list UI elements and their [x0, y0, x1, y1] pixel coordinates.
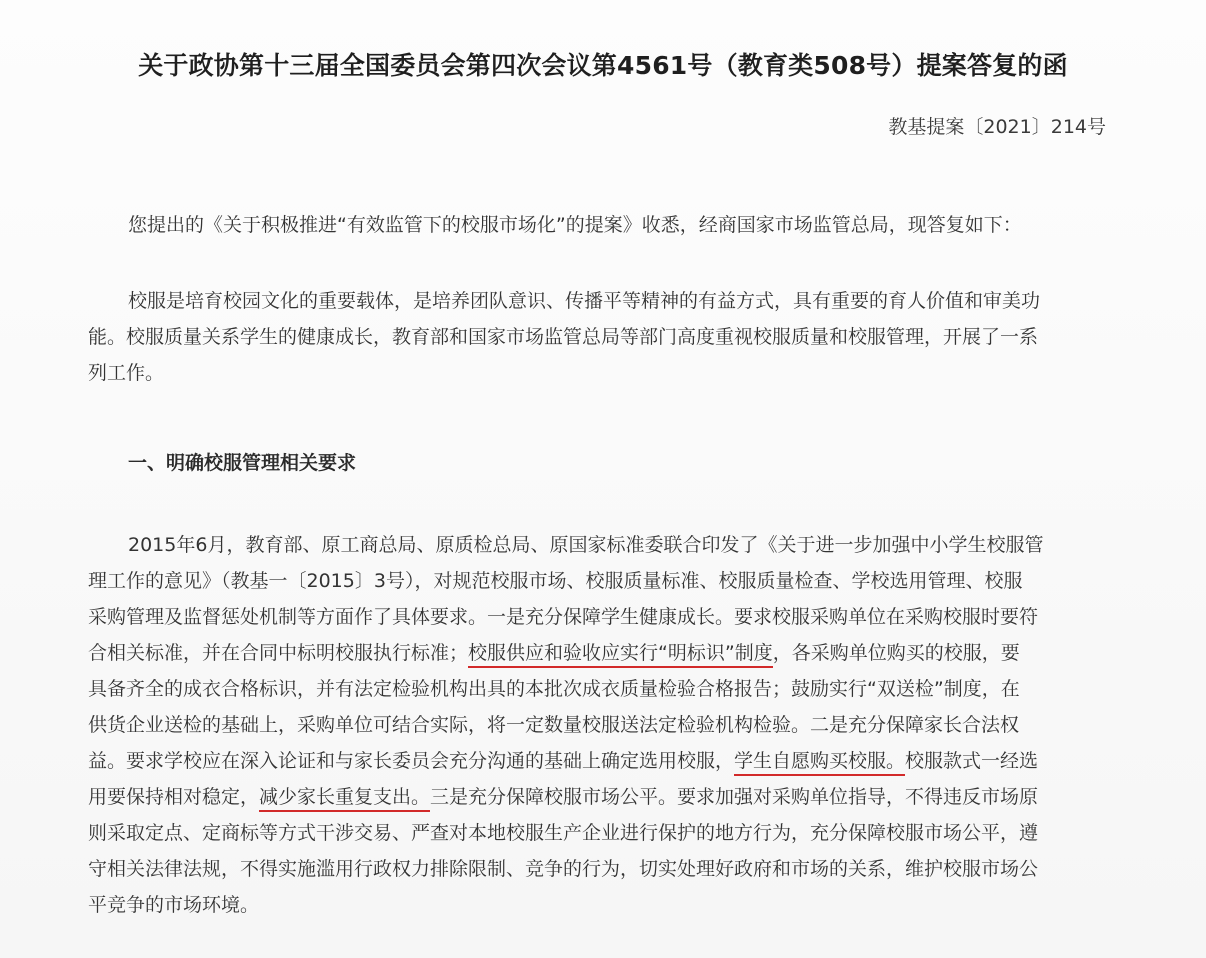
- text-segment: 益。要求学校应在深入论证和与家长委员会充分沟通的基础上确定选用校服，: [88, 750, 735, 772]
- paragraph-line: 具备齐全的成衣合格标识，并有法定检验机构出具的本批次成衣质量检验合格报告；鼓励实行“双送检”制度，在: [88, 678, 1020, 700]
- paragraph-line: 理工作的意见》（教基一〔2015〕3号），对规范校服市场、校服质量标准、校服质量检查、学校选用管理、校服: [88, 570, 1023, 592]
- paragraph-line: 校服是培育校园文化的重要载体，是培养团队意识、传播平等精神的有益方式，具有重要的育人价值和审美功: [128, 290, 1041, 312]
- paragraph-line: [88, 635, 1110, 671]
- paragraph-line: 则采取定点、定商标等方式干涉交易、严查对本地校服生产企业进行保护的地方行为，充分保障校服市场公平，遵: [88, 822, 1039, 844]
- paragraph-line: 2015年6月，教育部、原工商总局、原质检总局、原国家标准委联合印发了《关于进一步加强中小学生校服管: [128, 534, 1044, 556]
- paragraph-line: 守相关法律法规，不得实施滥用行政权力排除限制、竞争的行为，切实处理好政府和市场的关系，维护校服市场公: [88, 858, 1039, 880]
- highlighted-phrase-voluntary-purchase: 学生自愿购买校服。: [734, 750, 905, 776]
- document-number: 教基提案〔2021〕214号: [888, 116, 1106, 138]
- text-segment: ，各采购单位购买的校服，要: [772, 642, 1020, 664]
- paragraph-line: 采购管理及监督惩处机制等方面作了具体要求。一是充分保障学生健康成长。要求校服采购单位在采购校服时要符: [88, 606, 1039, 628]
- text-segment: 用要保持相对稳定，: [88, 786, 260, 808]
- paragraph-line: 列工作。: [88, 362, 165, 384]
- paragraph-uniform-significance: [88, 283, 1110, 391]
- text-segment: 校服款式一经选: [905, 750, 1039, 772]
- paragraph-line: [88, 779, 1110, 815]
- section-heading: 一、明确校服管理相关要求: [128, 452, 357, 474]
- paragraph-line: 平竞争的市场环境。: [88, 894, 260, 916]
- text-segment: 三是充分保障校服市场公平。要求加强对采购单位指导，不得违反市场原: [430, 786, 1039, 808]
- paragraph-line: [88, 743, 1110, 779]
- paragraph-line: 能。校服质量关系学生的健康成长，教育部和国家市场监管总局等部门高度重视校服质量和校服管理，开展了一系: [88, 326, 1039, 348]
- paragraph-line: 供货企业送检的基础上，采购单位可结合实际，将一定数量校服送法定检验机构检验。二是充分保障家长合法权: [88, 714, 1020, 736]
- highlighted-phrase-reduce-expense: 减少家长重复支出。: [259, 786, 430, 812]
- text-segment: 合相关标准，并在合同中标明校服执行标准；: [88, 642, 469, 664]
- highlighted-phrase-label-system: 校服供应和验收应实行“明标识”制度: [468, 642, 773, 668]
- document-title: 关于政协第十三届全国委员会第四次会议第4561号（教育类508号）提案答复的函: [138, 51, 1068, 80]
- intro-text: 您提出的《关于积极推进“有效监管下的校服市场化”的提案》收悉，经商国家市场监管总局，现答复如下：: [128, 214, 1022, 236]
- intro-paragraph: [88, 207, 1110, 243]
- paragraph-requirements: [88, 527, 1110, 923]
